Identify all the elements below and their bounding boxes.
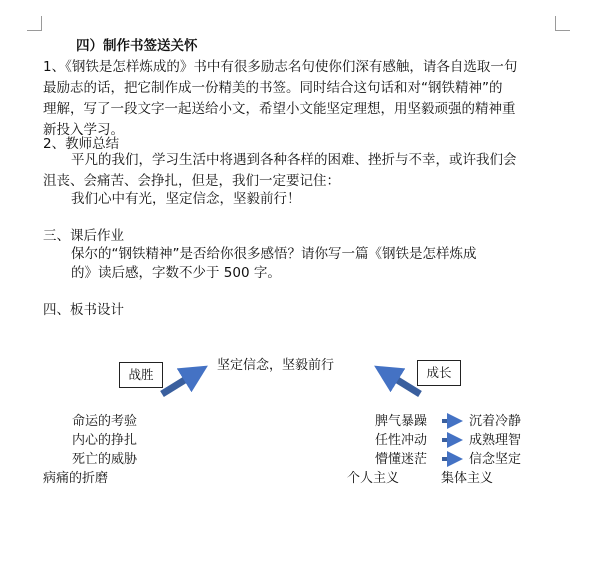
bottom-to-item: 集体主义 [441,471,494,486]
section-title: 四）制作书签送关怀 [76,38,198,54]
paragraph-line: 理解，写了一段文字一起送给小文，希望小文能坚定理想，用坚毅顽强的精神重 [43,101,516,117]
right-to-item: 信念坚定 [469,452,522,467]
left-item: 内心的挣扎 [72,433,138,448]
right-to-item: 成熟理智 [469,433,522,448]
board-center-text: 坚定信念，坚毅前行 [217,358,335,373]
box-overcome: 战胜 [119,362,163,388]
board-heading: 四、板书设计 [43,302,124,318]
homework-line: 的》读后感，字数不少于 500 字。 [71,265,281,281]
right-diagonal-arrow [386,373,420,394]
paragraph-line: 新投入学习。 [43,122,124,138]
right-from-item: 任性冲动 [375,433,428,448]
right-to-item: 沉着冷静 [469,414,522,429]
paragraph-line: 1、《钢铁是怎样炼成的》书中有很多励志名句使你们深有感触，请各自选取一句 [43,59,518,75]
homework-line: 保尔的“钢铁精神”是否给你很多感悟？请你写一篇《钢铁是怎样炼成 [71,246,477,262]
summary-motto: 我们心中有光，坚定信念，坚毅前行！ [71,191,301,207]
right-from-item: 懵懂迷茫 [375,452,428,467]
left-item: 命运的考验 [72,414,138,429]
paragraph-line: 最励志的话，把它制作成一份精美的书签。同时结合这句话和对“钢铁精神”的 [43,80,503,96]
box-growth: 成长 [417,360,461,386]
left-item: 死亡的威胁 [72,452,138,467]
item-heading: 2、教师总结 [43,136,120,152]
summary-line: 平凡的我们，学习生活中将遇到各种各样的困难、挫折与不幸，或许我们会 [71,152,517,168]
left-item-bottom: 病痛的折磨 [43,471,109,486]
left-diagonal-arrow [162,373,196,394]
right-from-item: 脾气暴躁 [375,414,428,429]
homework-heading: 三、课后作业 [43,228,124,244]
summary-line: 沮丧、会痛苦、会挣扎，但是，我们一定要记住： [43,173,340,189]
bottom-from-item: 个人主义 [347,471,400,486]
